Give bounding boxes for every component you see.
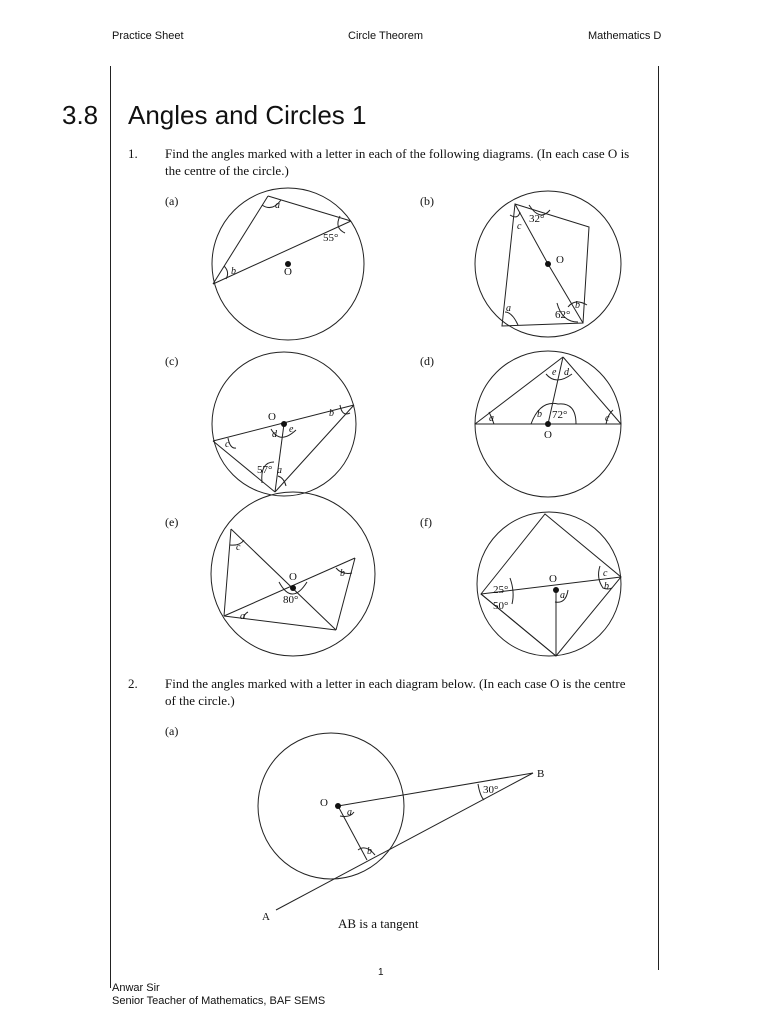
label-centre-1f: O — [549, 573, 557, 585]
angle-label-1e-80: 80° — [283, 594, 299, 606]
angle-label-1c-b: b — [329, 408, 334, 419]
angle-label-1a-a: a — [275, 200, 280, 211]
angle-label-1b-c: c — [517, 221, 522, 232]
centre-dot-1e — [290, 585, 296, 591]
angle-label-1d-b: b — [537, 409, 542, 420]
angle-label-1a-55: 55° — [323, 232, 339, 244]
header-center: Circle Theorem — [348, 30, 423, 42]
angle-label-2a-a: a — [347, 807, 352, 818]
angle-label-1c-e: e — [289, 424, 294, 435]
angle-label-1b-32: 32° — [529, 213, 545, 225]
centre-dot-1f — [553, 587, 559, 593]
page-number: 1 — [378, 967, 384, 978]
angle-label-1c-c: c — [225, 439, 230, 450]
label-centre-1a: O — [284, 266, 292, 278]
header-right: Mathematics D — [588, 30, 662, 42]
angle-label-1d-c: c — [605, 413, 610, 424]
label-centre-1d: O — [544, 429, 552, 441]
centre-dot-1c — [281, 421, 287, 427]
question-1-text: Find the angles marked with a letter in each of the following diagrams. (In each case O is the centre of the circle.) — [165, 146, 630, 178]
label-centre-1e: O — [289, 571, 297, 583]
part-1c-label: (c) — [165, 354, 179, 368]
part-1e-label: (e) — [165, 515, 179, 529]
angle-label-1b-62: 62° — [555, 309, 571, 321]
point-label-b: B — [537, 768, 545, 780]
section-title: Angles and Circles 1 — [128, 100, 367, 130]
angle-label-1f-25: 25° — [493, 584, 509, 596]
angle-label-1d-e: e — [552, 367, 557, 378]
part-1b-label: (b) — [420, 194, 434, 208]
part-2a-label: (a) — [165, 724, 179, 738]
part-1a-label: (a) — [165, 194, 179, 208]
angle-label-1d-a: a — [489, 413, 494, 424]
point-label-a: A — [262, 911, 270, 923]
section-number: 3.8 — [62, 100, 99, 130]
angle-label-1f-c: c — [603, 568, 608, 579]
label-centre-2a: O — [320, 797, 328, 809]
tangent-caption: AB is a tangent — [338, 916, 419, 931]
angle-label-1f-50: 50° — [493, 600, 509, 612]
footer-author: Anwar Sir — [112, 982, 160, 994]
part-1f-label: (f) — [420, 515, 432, 529]
angle-label-1f-b: b — [604, 581, 609, 592]
angle-label-1e-c: c — [236, 542, 241, 553]
label-centre-1c: O — [268, 411, 276, 423]
header-left: Practice Sheet — [112, 30, 184, 42]
angle-label-1d-d: d — [564, 367, 569, 378]
angle-label-1c-57: 57° — [257, 464, 273, 476]
centre-dot-1b — [545, 261, 551, 267]
centre-dot-2a — [335, 803, 341, 809]
question-2-number: 2. — [128, 676, 138, 691]
angle-label-2a-30: 30° — [483, 784, 499, 796]
angle-label-1c-a: a — [277, 465, 282, 476]
angle-label-1b-a: a — [506, 303, 511, 314]
footer-role: Senior Teacher of Mathematics, BAF SEMS — [112, 995, 326, 1007]
angle-label-2a-b: b — [367, 846, 372, 857]
angle-label-1f-a: a — [560, 590, 565, 601]
angle-label-1b-b: b — [575, 300, 580, 311]
label-centre-1b: O — [556, 254, 564, 266]
angle-label-1a-b: b — [231, 266, 236, 277]
centre-dot-1d — [545, 421, 551, 427]
part-1d-label: (d) — [420, 354, 434, 368]
diagram-2a — [258, 733, 533, 910]
angle-label-1e-a: a — [240, 611, 245, 622]
angle-label-1d-72: 72° — [552, 409, 568, 421]
angle-label-1e-b: b — [340, 568, 345, 579]
question-2-text: Find the angles marked with a letter in each diagram below. (In each case O is the centre of the circle.) — [165, 676, 626, 708]
angle-label-1c-d: d — [272, 429, 277, 440]
question-1-number: 1. — [128, 146, 138, 161]
